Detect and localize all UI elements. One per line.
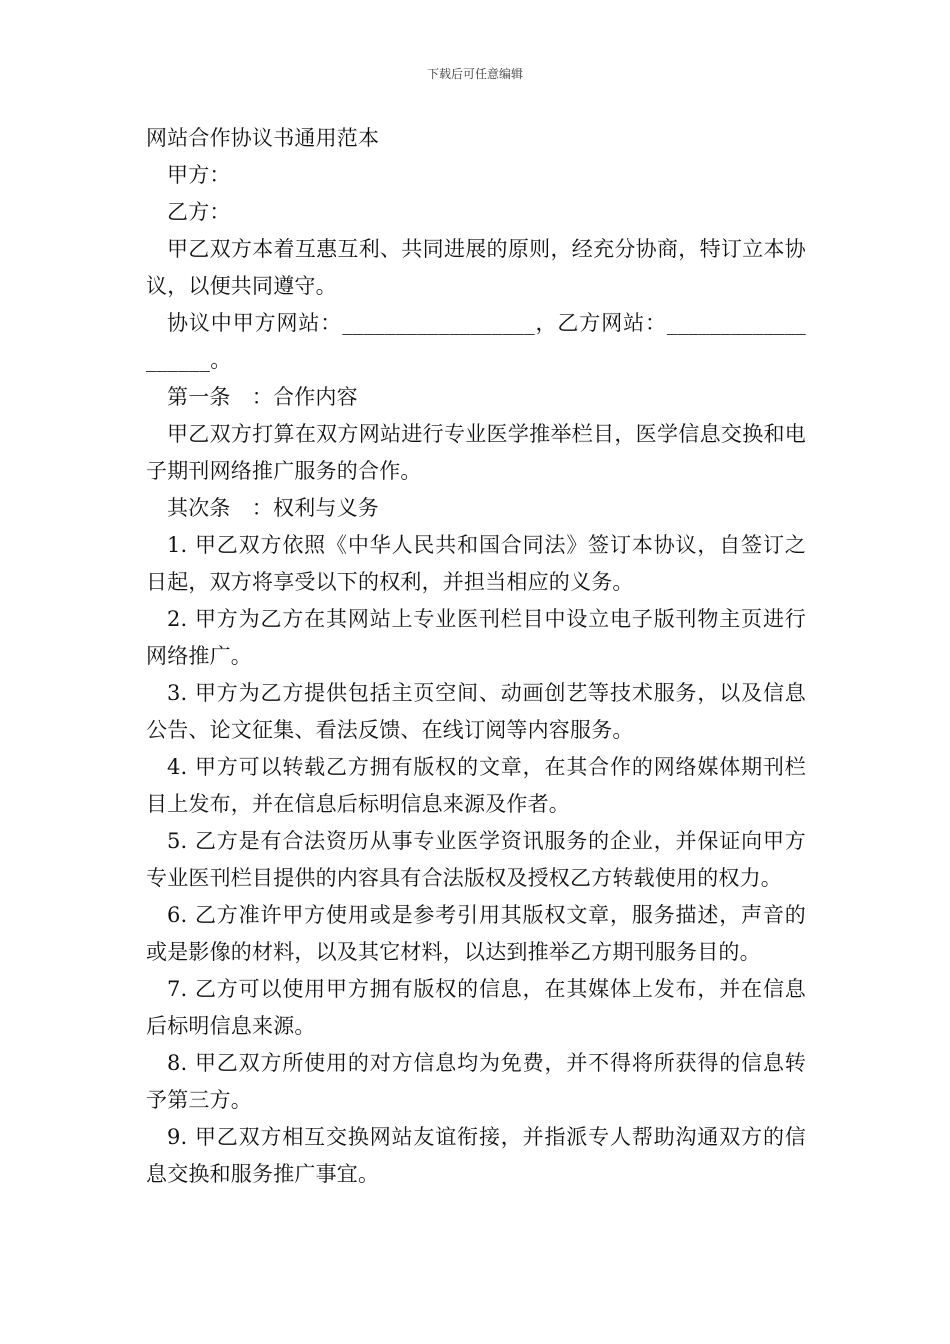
clause-item: 9. 甲乙双方相互交换网站友谊衔接，并指派专人帮助沟通双方的信息交换和服务推广事宜。 — [146, 1125, 806, 1186]
document-body — [146, 120, 806, 1193]
article-2-heading: 其次条 ：权利与义务 — [167, 496, 379, 520]
party-a-line: 甲方： — [167, 163, 231, 187]
article-1-heading: 第一条 ：合作内容 — [167, 385, 358, 409]
clause-item: 3. 甲方为乙方提供包括主页空间、动画创艺等技术服务，以及信息公告、论文征集、看法反馈、在线订阅等内容服务。 — [146, 681, 806, 742]
party-b-line: 乙方： — [167, 200, 231, 224]
clause-item: 4. 甲方可以转载乙方拥有版权的文章，在其合作的网络媒体期刊栏目上发布，并在信息后标明信息来源及作者。 — [146, 755, 806, 816]
page-header-note: 下载后可任意编辑 — [426, 67, 523, 81]
intro-paragraph: 甲乙双方本着互惠互利、共同进展的原则，经充分协商，特订立本协议，以便共同遵守。 — [146, 237, 806, 298]
clause-item: 2. 甲方为乙方在其网站上专业医刊栏目中设立电子版刊物主页进行网络推广。 — [146, 607, 806, 668]
clause-item: 6. 乙方准许甲方使用或是参考引用其版权文章，服务描述，声音的或是影像的材料，以及其它材料，以达到推举乙方期刊服务目的。 — [146, 903, 806, 964]
clause-item: 8. 甲乙双方所使用的对方信息均为免费，并不得将所获得的信息转予第三方。 — [146, 1051, 806, 1112]
clause-item: 1. 甲乙双方依照《中华人民共和国合同法》签订本协议，自签订之日起，双方将享受以下的权利，并担当相应的义务。 — [146, 533, 806, 594]
clause-item: 5. 乙方是有合法资历从事专业医学资讯服务的企业，并保证向甲方专业医刊栏目提供的内容具有合法版权及授权乙方转载使用的权力。 — [146, 829, 806, 890]
clause-item: 7. 乙方可以使用甲方拥有版权的信息，在其媒体上发布，并在信息后标明信息来源。 — [146, 977, 806, 1038]
document-title: 网站合作协议书通用范本 — [146, 126, 380, 150]
websites-paragraph: 协议中甲方网站：__________________，乙方网站：___________________。 — [146, 311, 806, 372]
article-1-body: 甲乙双方打算在双方网站进行专业医学推举栏目，医学信息交换和电子期刊网络推广服务的合作。 — [146, 422, 806, 483]
